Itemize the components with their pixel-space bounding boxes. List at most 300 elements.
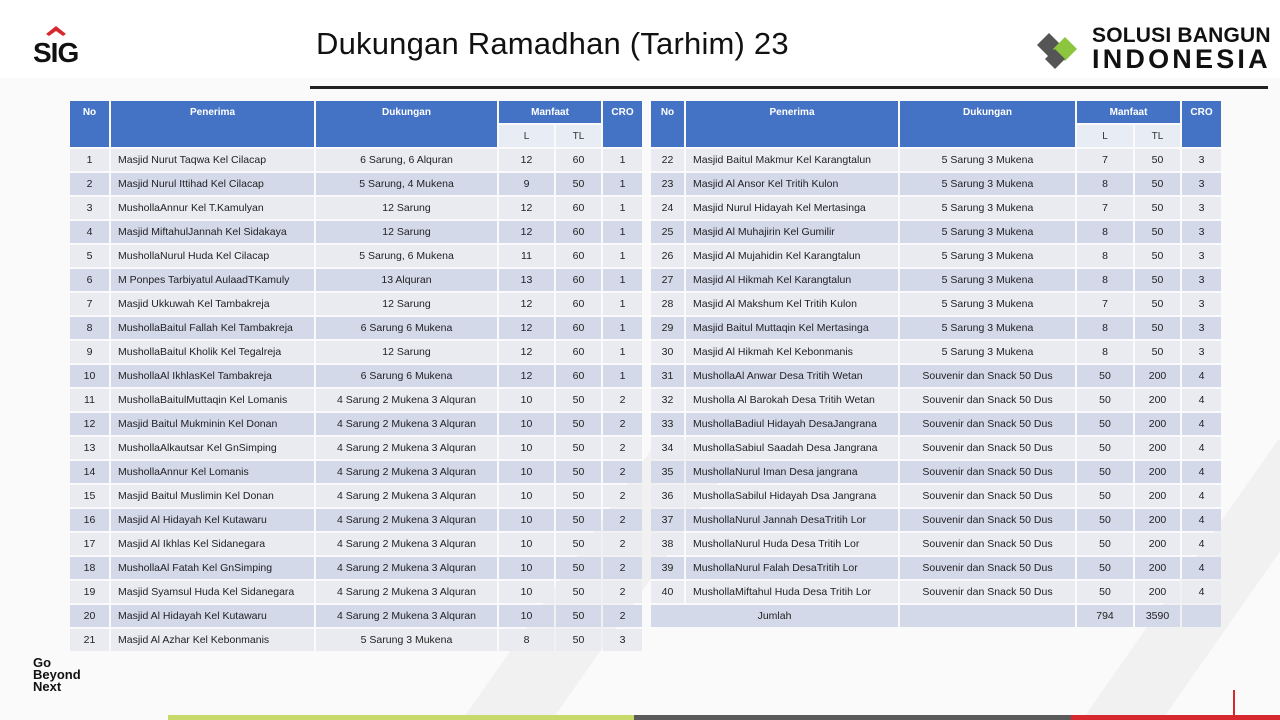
cell-penerima: MushollaSabiul Saadah Desa Jangrana [686,437,898,459]
cell-tl: 50 [556,413,601,435]
cell-l: 12 [499,293,554,315]
cell-dukungan: 12 Sarung [316,341,497,363]
col-header-l: L [1077,125,1133,147]
cell-no: 36 [651,485,684,507]
cell-dukungan: 6 Sarung, 6 Alquran [316,149,497,171]
cell-l: 50 [1077,533,1133,555]
cell-cro: 2 [603,605,642,627]
cell-no: 4 [70,221,109,243]
table-row [70,221,642,243]
cell-tl: 50 [1135,197,1180,219]
cell-dukungan: 5 Sarung 3 Mukena [900,317,1075,339]
cell-tl: 50 [556,461,601,483]
table-row [651,365,1221,387]
cell-penerima: MushollaNurul Falah DesaTritih Lor [686,557,898,579]
tagline-beyond: Beyond [33,667,81,682]
cell-cro: 2 [603,437,642,459]
cell-no: 2 [70,173,109,195]
cell-tl: 60 [556,149,601,171]
cell-cro: 1 [603,293,642,315]
table-row [651,461,1221,483]
cell-l: 12 [499,197,554,219]
cell-l: 10 [499,485,554,507]
cell-cro: 3 [1182,221,1221,243]
cell-tl: 200 [1135,389,1180,411]
cell-l: 10 [499,437,554,459]
cell-penerima: MushollaMiftahul Huda Desa Tritih Lor [686,581,898,603]
sig-logo [33,24,99,68]
cell-penerima: Masjid Nurul Hidayah Kel Mertasinga [686,197,898,219]
table-row [70,413,642,435]
table-row [70,461,642,483]
total-row [651,605,1221,627]
cell-tl: 50 [556,533,601,555]
recipients-table-right [649,99,1223,629]
cell-dukungan: 12 Sarung [316,197,497,219]
cell-cro: 2 [603,413,642,435]
cell-l: 8 [499,629,554,651]
cell-l: 10 [499,581,554,603]
cell-dukungan: Souvenir dan Snack 50 Dus [900,581,1075,603]
cell-penerima: Masjid Al Muhajirin Kel Gumilir [686,221,898,243]
cell-no: 14 [70,461,109,483]
cell-cro: 4 [1182,437,1221,459]
cell-tl: 50 [556,485,601,507]
cell-penerima: Masjid Al Hidayah Kel Kutawaru [111,605,314,627]
cell-penerima: MushollaBaitulMuttaqin Kel Lomanis [111,389,314,411]
cell-tl: 50 [556,389,601,411]
cell-penerima: Masjid Al Azhar Kel Kebonmanis [111,629,314,651]
cell-l: 50 [1077,461,1133,483]
col-header-dukungan: Dukungan [900,101,1075,147]
cell-no: 3 [70,197,109,219]
cell-l: 12 [499,341,554,363]
cell-dukungan: 5 Sarung 3 Mukena [900,197,1075,219]
cell-l: 50 [1077,413,1133,435]
cell-no: 5 [70,245,109,267]
cell-cro: 3 [1182,341,1221,363]
cell-dukungan: Souvenir dan Snack 50 Dus [900,557,1075,579]
cell-penerima: Masjid Syamsul Huda Kel Sidanegara [111,581,314,603]
cell-no: 18 [70,557,109,579]
cell-cro: 1 [603,149,642,171]
cell-tl: 200 [1135,581,1180,603]
table-row [70,149,642,171]
cell-penerima: Masjid Al Ansor Kel Tritih Kulon [686,173,898,195]
cell-cro: 2 [603,389,642,411]
cell-dukungan: 4 Sarung 2 Mukena 3 Alquran [316,461,497,483]
cell-dukungan: 5 Sarung 3 Mukena [900,341,1075,363]
table-row [70,437,642,459]
cell-l: 10 [499,389,554,411]
cell-no: 1 [70,149,109,171]
cell-l: 13 [499,269,554,291]
col-header-l: L [499,125,554,147]
cell-no: 15 [70,485,109,507]
cell-penerima: MushollaNurul Huda Desa Tritih Lor [686,533,898,555]
cell-no: 22 [651,149,684,171]
cell-l: 10 [499,461,554,483]
cell-no: 19 [70,581,109,603]
table-row [651,437,1221,459]
col-header-no: No [70,101,109,147]
cell-cro: 4 [1182,389,1221,411]
col-header-penerima: Penerima [111,101,314,147]
cell-l: 8 [1077,173,1133,195]
table-row [70,557,642,579]
cell-cro: 3 [1182,269,1221,291]
cell-penerima: Masjid Al Ikhlas Kel Sidanegara [111,533,314,555]
cell-tl: 50 [1135,269,1180,291]
table-row [70,293,642,315]
cell-l: 10 [499,413,554,435]
cell-dukungan: 5 Sarung 3 Mukena [900,149,1075,171]
footer-bar-grey [634,715,1071,720]
cell-tl: 200 [1135,413,1180,435]
cell-tl: 50 [556,509,601,531]
cell-cro: 3 [1182,173,1221,195]
cell-cro: 1 [603,317,642,339]
cell-dukungan: Souvenir dan Snack 50 Dus [900,413,1075,435]
table-row [70,317,642,339]
cell-tl: 50 [1135,221,1180,243]
cell-cro: 3 [1182,293,1221,315]
cell-tl: 50 [556,581,601,603]
cell-cro: 2 [603,509,642,531]
cell-tl: 50 [1135,293,1180,315]
cell-l: 12 [499,365,554,387]
footer-bar-green [168,715,634,720]
cell-dukungan: 4 Sarung 2 Mukena 3 Alquran [316,389,497,411]
table-row [70,533,642,555]
cell-tl: 50 [1135,149,1180,171]
cell-cro: 4 [1182,365,1221,387]
cell-penerima: Masjid Ukkuwah Kel Tambakreja [111,293,314,315]
cell-cro: 3 [603,629,642,651]
table-row [70,581,642,603]
cell-no: 37 [651,509,684,531]
cell-penerima: Masjid Baitul Muslimin Kel Donan [111,485,314,507]
table-row [651,173,1221,195]
table-row [70,173,642,195]
cell-cro: 4 [1182,509,1221,531]
sbi-logo-line2: INDONESIA [1092,44,1271,74]
cell-no: 39 [651,557,684,579]
cell-no: 27 [651,269,684,291]
cell-cro: 1 [603,365,642,387]
cell-penerima: MushollaNurul Jannah DesaTritih Lor [686,509,898,531]
cell-penerima: MushollaSabilul Hidayah Dsa Jangrana [686,485,898,507]
cell-dukungan: 5 Sarung 3 Mukena [900,173,1075,195]
cell-cro: 4 [1182,461,1221,483]
col-header-penerima: Penerima [686,101,898,147]
table-row [70,269,642,291]
cell-tl: 60 [556,317,601,339]
cell-cro: 1 [603,245,642,267]
header-divider [310,86,1268,89]
cell-tl: 200 [1135,533,1180,555]
total-l: 794 [1077,605,1133,627]
cell-cro: 4 [1182,581,1221,603]
cell-penerima: MushollaBaitul Fallah Kel Tambakreja [111,317,314,339]
cell-dukungan: 4 Sarung 2 Mukena 3 Alquran [316,413,497,435]
cell-dukungan: 5 Sarung, 4 Mukena [316,173,497,195]
total-label: Jumlah [651,605,898,627]
cell-l: 7 [1077,149,1133,171]
col-header-cro: CRO [1182,101,1221,147]
cell-dukungan: Souvenir dan Snack 50 Dus [900,365,1075,387]
cell-dukungan: Souvenir dan Snack 50 Dus [900,461,1075,483]
cell-tl: 60 [556,341,601,363]
cell-l: 10 [499,509,554,531]
cell-penerima: Musholla Al Barokah Desa Tritih Wetan [686,389,898,411]
svg-text:SIG: SIG [33,37,79,68]
cell-dukungan: 13 Alquran [316,269,497,291]
cell-tl: 200 [1135,485,1180,507]
cell-dukungan: 4 Sarung 2 Mukena 3 Alquran [316,557,497,579]
recipients-table-left [68,99,644,653]
cell-dukungan: 4 Sarung 2 Mukena 3 Alquran [316,533,497,555]
cell-tl: 50 [556,173,601,195]
cell-no: 24 [651,197,684,219]
table-row [70,197,642,219]
table-row [651,317,1221,339]
cell-no: 12 [70,413,109,435]
col-header-tl: TL [1135,125,1180,147]
cell-cro: 4 [1182,413,1221,435]
cell-penerima: Masjid Baitul Makmur Kel Karangtalun [686,149,898,171]
cell-penerima: MushollaBadiul Hidayah DesaJangrana [686,413,898,435]
cell-tl: 200 [1135,557,1180,579]
cell-penerima: MushollaAnnur Kel T.Kamulyan [111,197,314,219]
table-row [651,269,1221,291]
table-row [70,509,642,531]
tagline-go: Go [33,655,52,670]
cell-no: 23 [651,173,684,195]
table-row [70,365,642,387]
cell-no: 13 [70,437,109,459]
cell-no: 33 [651,413,684,435]
cell-tl: 50 [1135,317,1180,339]
cell-no: 31 [651,365,684,387]
cell-tl: 50 [556,605,601,627]
col-header-manfaat: Manfaat [499,101,601,123]
table-row [70,629,642,651]
cell-dukungan: 4 Sarung 2 Mukena 3 Alquran [316,437,497,459]
cell-penerima: MushollaAl IkhlasKel Tambakreja [111,365,314,387]
cell-penerima: Masjid Al Hidayah Kel Kutawaru [111,509,314,531]
cell-dukungan: 5 Sarung 3 Mukena [900,293,1075,315]
cell-l: 8 [1077,317,1133,339]
cell-cro: 4 [1182,533,1221,555]
cell-dukungan: 12 Sarung [316,293,497,315]
cell-tl: 60 [556,221,601,243]
cell-dukungan: 4 Sarung 2 Mukena 3 Alquran [316,485,497,507]
cell-cro: 4 [1182,485,1221,507]
table-row [70,485,642,507]
cell-l: 50 [1077,509,1133,531]
cell-tl: 50 [1135,173,1180,195]
table-row [70,341,642,363]
cell-cro: 3 [1182,245,1221,267]
cell-l: 11 [499,245,554,267]
col-header-no: No [651,101,684,147]
cell-tl: 60 [556,293,601,315]
cell-cro: 2 [603,461,642,483]
cell-penerima: MushollaAlkautsar Kel GnSimping [111,437,314,459]
table-row [70,605,642,627]
cell-penerima: Masjid Al Mujahidin Kel Karangtalun [686,245,898,267]
cell-penerima: MushollaBaitul Kholik Kel Tegalreja [111,341,314,363]
cell-cro: 4 [1182,557,1221,579]
total-tl: 3590 [1135,605,1180,627]
cell-l: 50 [1077,485,1133,507]
cell-dukungan: Souvenir dan Snack 50 Dus [900,533,1075,555]
go-beyond-next-tagline [33,657,81,693]
cell-no: 25 [651,221,684,243]
cell-dukungan: 4 Sarung 2 Mukena 3 Alquran [316,509,497,531]
total-cro-empty [1182,605,1221,627]
cell-cro: 3 [1182,149,1221,171]
table-row [651,293,1221,315]
cell-dukungan: 6 Sarung 6 Mukena [316,317,497,339]
cell-no: 28 [651,293,684,315]
cell-penerima: Masjid Nurut Taqwa Kel Cilacap [111,149,314,171]
table-row [70,245,642,267]
cell-dukungan: 5 Sarung, 6 Mukena [316,245,497,267]
cell-cro: 1 [603,173,642,195]
cell-cro: 1 [603,221,642,243]
footer-red-tick [1233,690,1235,715]
cell-l: 7 [1077,293,1133,315]
cell-tl: 200 [1135,509,1180,531]
cell-tl: 60 [556,365,601,387]
solusi-bangun-indonesia-logo [1033,24,1271,74]
sbi-logo-line1: SOLUSI BANGUN [1092,24,1271,47]
cell-no: 20 [70,605,109,627]
cell-no: 9 [70,341,109,363]
cell-no: 11 [70,389,109,411]
cell-penerima: MushollaAl Anwar Desa Tritih Wetan [686,365,898,387]
cell-no: 29 [651,317,684,339]
table-row [70,389,642,411]
cell-cro: 2 [603,485,642,507]
footer-bar-red [1071,715,1280,720]
cell-l: 10 [499,557,554,579]
cell-l: 12 [499,149,554,171]
page-title: Dukungan Ramadhan (Tarhim) 23 [316,26,789,61]
cell-cro: 2 [603,533,642,555]
cell-penerima: Masjid Nurul Ittihad Kel Cilacap [111,173,314,195]
cell-l: 12 [499,317,554,339]
cell-penerima: Masjid MiftahulJannah Kel Sidakaya [111,221,314,243]
cell-penerima: M Ponpes Tarbiyatul AulaadTKamuly [111,269,314,291]
cell-l: 50 [1077,365,1133,387]
cell-tl: 200 [1135,461,1180,483]
cell-l: 12 [499,221,554,243]
sbi-mark-icon [1033,25,1089,73]
cell-penerima: MushollaAl Fatah Kel GnSimping [111,557,314,579]
cell-l: 10 [499,605,554,627]
cell-dukungan: 5 Sarung 3 Mukena [900,245,1075,267]
tagline-next: Next [33,679,62,694]
cell-penerima: Masjid Baitul Mukminin Kel Donan [111,413,314,435]
cell-cro: 1 [603,341,642,363]
cell-dukungan: 5 Sarung 3 Mukena [316,629,497,651]
cell-l: 10 [499,533,554,555]
cell-l: 9 [499,173,554,195]
cell-penerima: MushollaNurul Huda Kel Cilacap [111,245,314,267]
cell-penerima: Masjid Baitul Muttaqin Kel Mertasinga [686,317,898,339]
cell-dukungan: Souvenir dan Snack 50 Dus [900,485,1075,507]
cell-penerima: Masjid Al Hikmah Kel Kebonmanis [686,341,898,363]
cell-dukungan: 4 Sarung 2 Mukena 3 Alquran [316,605,497,627]
cell-no: 30 [651,341,684,363]
cell-l: 8 [1077,221,1133,243]
cell-dukungan: 5 Sarung 3 Mukena [900,221,1075,243]
table-row [651,581,1221,603]
table-row [651,413,1221,435]
cell-no: 17 [70,533,109,555]
cell-tl: 60 [556,269,601,291]
cell-penerima: Masjid Al Makshum Kel Tritih Kulon [686,293,898,315]
cell-no: 40 [651,581,684,603]
cell-no: 32 [651,389,684,411]
table-row [651,245,1221,267]
cell-dukungan: 6 Sarung 6 Mukena [316,365,497,387]
cell-tl: 50 [1135,245,1180,267]
cell-tl: 50 [556,557,601,579]
table-row [651,341,1221,363]
cell-dukungan: 12 Sarung [316,221,497,243]
table-row [651,149,1221,171]
cell-dukungan: Souvenir dan Snack 50 Dus [900,389,1075,411]
cell-l: 50 [1077,557,1133,579]
cell-tl: 60 [556,197,601,219]
cell-l: 50 [1077,437,1133,459]
cell-l: 50 [1077,389,1133,411]
col-header-cro: CRO [603,101,642,147]
cell-penerima: MushollaNurul Iman Desa jangrana [686,461,898,483]
cell-dukungan: 5 Sarung 3 Mukena [900,269,1075,291]
cell-tl: 200 [1135,437,1180,459]
cell-no: 8 [70,317,109,339]
total-empty-cell [900,605,1075,627]
cell-no: 34 [651,437,684,459]
table-row [651,485,1221,507]
cell-tl: 50 [1135,341,1180,363]
cell-dukungan: 4 Sarung 2 Mukena 3 Alquran [316,581,497,603]
table-row [651,221,1221,243]
cell-l: 7 [1077,197,1133,219]
cell-no: 26 [651,245,684,267]
cell-cro: 2 [603,557,642,579]
cell-cro: 1 [603,197,642,219]
cell-tl: 60 [556,245,601,267]
cell-cro: 1 [603,269,642,291]
cell-l: 50 [1077,581,1133,603]
cell-no: 10 [70,365,109,387]
table-row [651,533,1221,555]
cell-dukungan: Souvenir dan Snack 50 Dus [900,437,1075,459]
cell-penerima: MushollaAnnur Kel Lomanis [111,461,314,483]
col-header-manfaat: Manfaat [1077,101,1180,123]
cell-no: 6 [70,269,109,291]
cell-no: 7 [70,293,109,315]
table-row [651,509,1221,531]
cell-tl: 200 [1135,365,1180,387]
cell-cro: 2 [603,581,642,603]
